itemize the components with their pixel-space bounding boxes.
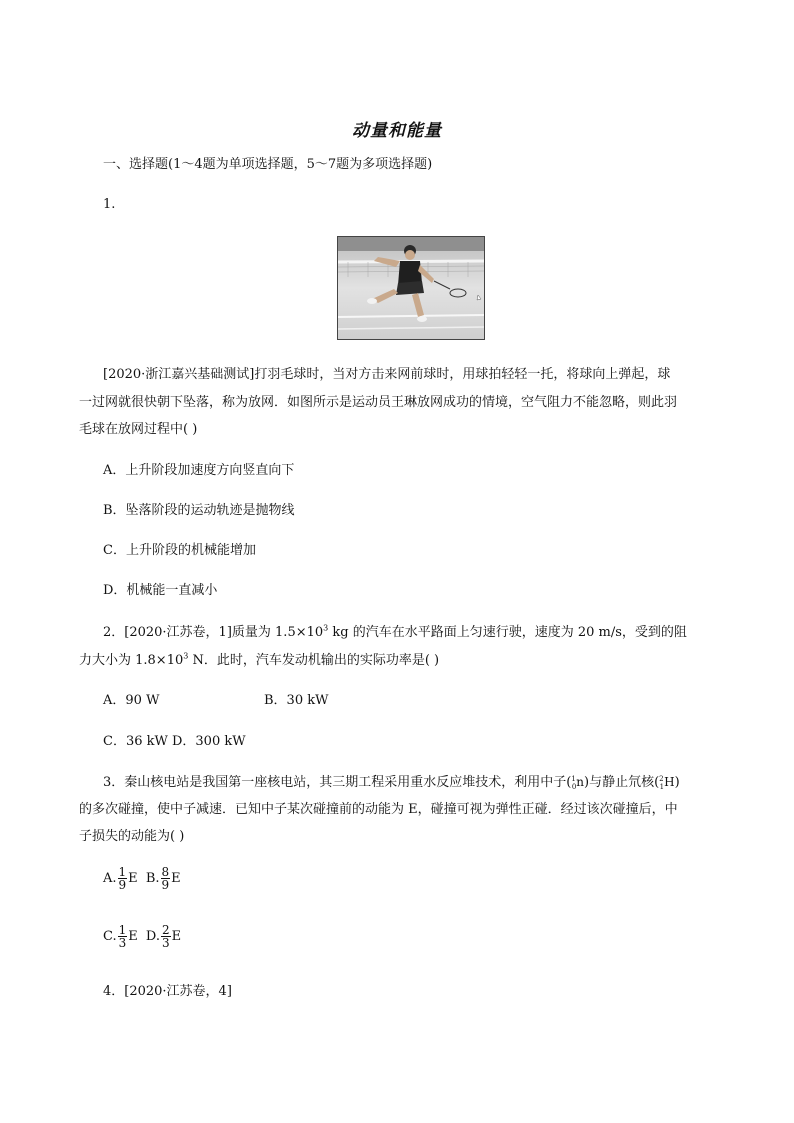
neutron-symbol	[571, 775, 585, 792]
q3-option-a-numerator: 1	[118, 865, 127, 879]
deuteron-letter: H	[664, 775, 675, 789]
question-3-options-ab	[103, 866, 181, 891]
neutron-mass-number: 1	[571, 775, 576, 783]
question-4-line-1: 4．[2020·江苏卷，4]	[103, 984, 232, 999]
q3-text-c: )	[674, 775, 680, 790]
q3-option-b-denominator: 9	[161, 878, 170, 892]
question-3-line-2: 的多次碰撞，使中子减速．已知中子某次碰撞前的动能为 E，碰撞可视为弹性正碰．经过该次碰撞后，中	[79, 802, 678, 817]
q3-option-b-label: B.	[145, 871, 160, 886]
question-3-options-cd	[103, 924, 181, 949]
q3-option-a-label: A.	[103, 871, 117, 886]
badminton-player-photo	[337, 236, 485, 340]
q2-text-d: N．此时，汽车发动机输出的实际功率是( )	[188, 653, 440, 668]
neutron-charge-number: 0	[571, 783, 577, 792]
q2-text-c: 力大小为 1.8×10	[79, 653, 184, 668]
q3-option-d-fraction	[161, 924, 171, 949]
q3-option-c-label: C.	[103, 929, 117, 944]
deuteron-charge-number: 1	[659, 783, 665, 792]
q2-exponent-1: 3	[323, 623, 329, 633]
q2-exponent-2: 3	[183, 651, 189, 661]
q3-option-b-fraction	[161, 866, 171, 891]
q2-text-a: 2．[2020·江苏卷，1]质量为 1.5×10	[103, 625, 324, 640]
question-2-line-2	[79, 652, 439, 670]
question-1-number: 1.	[103, 197, 116, 212]
q3-text-a: 3．秦山核电站是我国第一座核电站，其三期工程采用重水反应堆技术，利用中子(	[103, 775, 572, 790]
q3-option-a-var: E	[128, 871, 138, 886]
page-title: 动量和能量	[352, 121, 442, 141]
question-1-option-d: D．机械能一直减小	[103, 583, 218, 598]
q2-text-b: kg 的汽车在水平路面上匀速行驶，速度为 20 m/s，受到的阻	[328, 625, 687, 640]
question-1-line-1: [2020·浙江嘉兴基础测试]打羽毛球时，当对方击来网前球时，用球拍轻轻一托，将球向上弹起，球	[103, 367, 671, 382]
q3-option-b-numerator: 8	[161, 865, 170, 879]
question-2-option-a: A．90 W	[103, 693, 160, 708]
q3-option-c-var: E	[128, 929, 138, 944]
question-2-line-1	[103, 624, 687, 642]
q3-option-c-fraction	[118, 924, 128, 949]
q3-option-c-denominator: 3	[118, 936, 127, 950]
question-1-option-b: B．坠落阶段的运动轨迹是抛物线	[103, 503, 295, 518]
section-heading: 一、选择题(1～4题为单项选择题，5～7题为多项选择题)	[103, 157, 433, 172]
q3-option-a-fraction	[118, 866, 128, 891]
question-3-line-3: 子损失的动能为( )	[79, 829, 185, 844]
q3-option-b-var: E	[171, 871, 181, 886]
neutron-letter: n	[576, 775, 585, 789]
q3-text-b: )与静止氘核(	[584, 775, 660, 790]
question-3-line-1	[103, 773, 680, 796]
q3-option-d-denominator: 3	[162, 936, 170, 950]
q3-option-d-var: E	[171, 929, 182, 944]
q3-option-a-denominator: 9	[118, 878, 127, 892]
q3-option-d-numerator: 2	[162, 923, 170, 937]
deuteron-symbol	[659, 775, 675, 792]
question-1-option-a: A．上升阶段加速度方向竖直向下	[103, 463, 295, 478]
question-2-options-cd: C．36 kW D．300 kW	[103, 734, 246, 749]
question-1-line-3: 毛球在放网过程中( )	[79, 422, 198, 437]
question-2-option-b: B．30 kW	[264, 693, 329, 708]
question-1-line-2: 一过网就很快朝下坠落，称为放网．如图所示是运动员王琳放网成功的情境，空气阻力不能忽略，则此羽	[79, 395, 678, 410]
q3-option-c-numerator: 1	[118, 923, 127, 937]
question-1-option-c: C．上升阶段的机械能增加	[103, 543, 256, 558]
q3-option-d-label: D.	[145, 929, 160, 944]
deuteron-mass-number: 2	[659, 775, 664, 783]
